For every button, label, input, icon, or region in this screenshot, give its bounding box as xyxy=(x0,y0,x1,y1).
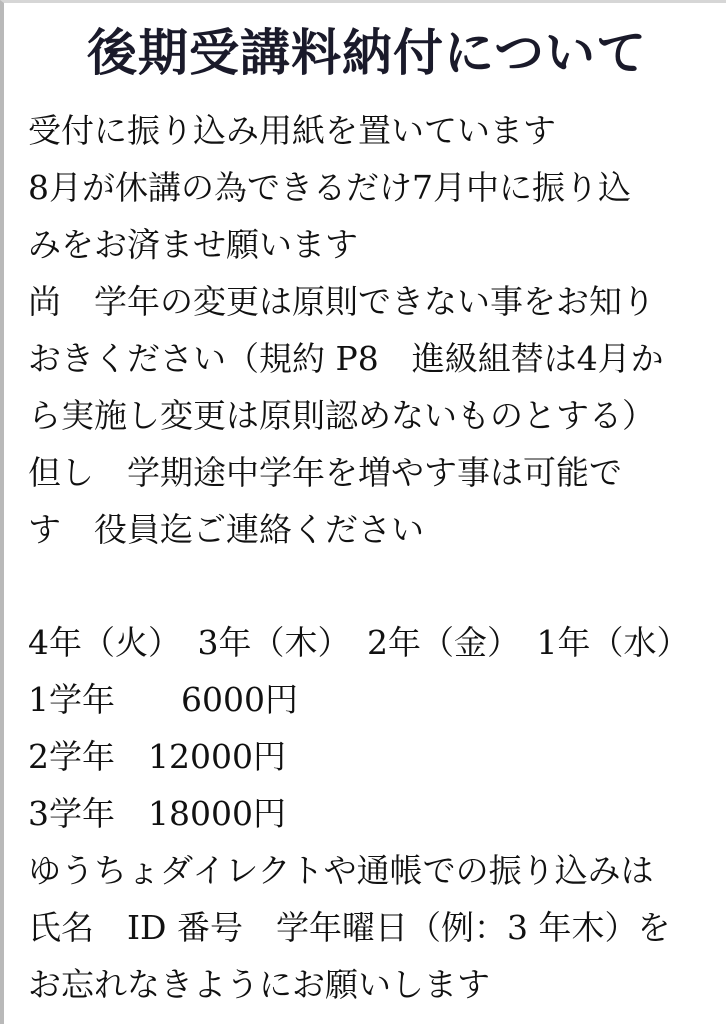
fee-line-grade-3: 3学年 18000円 xyxy=(28,794,286,833)
schedule-days-line: 4年（火） 3年（木） 2年（金） 1年（水） xyxy=(28,623,690,662)
text-line-please-remember: お忘れなきようにお願いします xyxy=(28,965,490,1004)
fee-line-grade-2: 2学年 12000円 xyxy=(28,737,286,776)
text-line-name-id-example: 氏名 ID 番号 学年曜日（例：3 年木）を xyxy=(28,908,671,947)
text-line-rules-p8: おきください（規約 P8 進級組替は4月か xyxy=(28,339,664,378)
fee-line-grade-1: 1学年 6000円 xyxy=(28,680,298,719)
text-line-august-closed: 8月が休講の為できるだけ7月中に振り込 xyxy=(28,168,631,207)
text-line-contact-officers: す 役員迄ご連絡ください xyxy=(28,510,424,549)
text-line-rules-continued: ら実施し変更は原則認めないものとする） xyxy=(28,396,655,435)
text-line-please-complete: みをお済ませ願います xyxy=(28,225,358,264)
text-line-grade-change-notice: 尚 学年の変更は原則できない事をお知り xyxy=(28,282,655,321)
notice-title: 後期受講料納付について xyxy=(87,24,647,82)
text-line-receipt-forms: 受付に振り込み用紙を置いています xyxy=(28,111,556,150)
text-line-however: 但し 学期途中学年を増やす事は可能で xyxy=(28,453,622,492)
text-line-yucho-transfer: ゆうちょダイレクトや通帳での振り込みは xyxy=(28,851,654,890)
